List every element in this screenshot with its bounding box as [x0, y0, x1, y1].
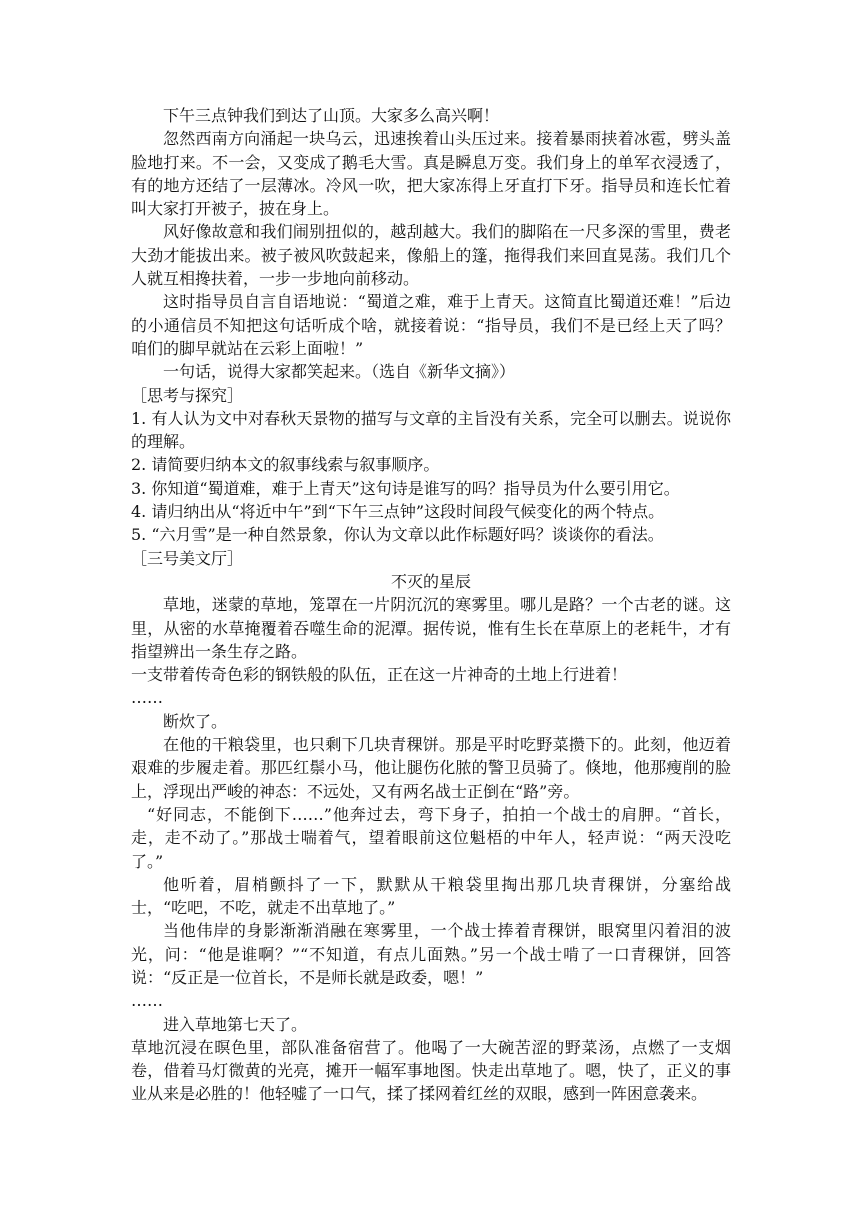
- paragraph: 当他伟岸的身影渐渐消融在寒雾里，一个战士捧着青稞饼，眼窝里闪着泪的波光，问：“他是谁啊？”“不知道，有点儿面熟。”另一个战士啃了一口青稞饼，回答说：“反正是一位首长，不是师长就是政委，嗯！”: [131, 921, 731, 987]
- paragraph: 风好像故意和我们闹别扭似的，越刮越大。我们的脚陷在一尺多深的雪里，费老大劲才能拔出来。被子被风吹鼓起来，像船上的篷，拖得我们来回直晃荡。我们几个人就互相搀扶着，一步一步地向前移动。: [131, 222, 731, 289]
- paragraph: “好同志，不能倒下……”他奔过去，弯下身子，拍拍一个战士的肩胛。“首长，走，走不动了。”那战士喘着气，望着眼前这位魁梧的中年人，轻声说：“两天没吃了。”: [131, 804, 731, 871]
- section-heading-essay: ［三号美文厅］: [131, 548, 244, 568]
- paragraph: 一句话，说得大家都笑起来。（选自《新华文摘》）: [163, 362, 516, 382]
- paragraph: 忽然西南方向涌起一块乌云，迅速挨着山头压过来。接着暴雨挟着冰雹，劈头盖脸地打来。不一会，又变成了鹅毛大雪。真是瞬息万变。我们身上的单军衣浸透了，有的地方还结了一层薄冰。冷风一吹，把大家冻得上牙直打下牙。指导员和连长忙着叫大家打开被子，披在身上。: [131, 129, 731, 219]
- paragraph: 草地沉浸在暝色里，部队准备宿营了。他喝了一大碗苦涩的野菜汤，点燃了一支烟卷，借着马灯微黄的光亮，摊开一幅军事地图。快走出草地了。嗯，快了，正义的事业从来是必胜的！他轻嘘了一口气，揉了揉网着红丝的双眼，感到一阵困意袭来。: [131, 1037, 731, 1104]
- paragraph: 在他的干粮袋里，也只剩下几块青稞饼。那是平时吃野菜攒下的。此刻，他迈着艰难的步履走着。那匹红鬃小马，他让腿伤化脓的警卫员骑了。倏地，他那瘦削的脸上，浮现出严峻的神态：不远处，又有两名战士正倒在“路”旁。: [131, 735, 731, 801]
- essay-title: 不灭的星辰: [390, 571, 471, 591]
- ellipsis-divider: ……: [131, 688, 163, 708]
- question-5: 5. “六月雪”是一种自然景象，你认为文章以此作标题好吗？谈谈你的看法。: [131, 525, 664, 545]
- paragraph: 下午三点钟我们到达了山顶。大家多么高兴啊！: [163, 106, 500, 125]
- paragraph: 这时指导员自言自语地说：“蜀道之难，难于上青天。这简直比蜀道还难！”后边的小通信员不知把这句话听成个啥，就接着说：“指导员，我们不是已经上天了吗？咱们的脚早就站在云彩上面啦！”: [131, 292, 731, 358]
- paragraph: 断炊了。: [163, 711, 228, 731]
- document-page: [131, 104, 731, 1106]
- paragraph: 一支带着传奇色彩的钢铁般的队伍，正在这一片神奇的土地上行进着！: [131, 665, 628, 685]
- paragraph: 进入草地第七天了。: [163, 1014, 308, 1034]
- paragraph: 他听着，眉梢颤抖了一下，默默从干粮袋里掏出那几块青稞饼，分塞给战士，“吃吧，不吃，就走不出草地了。”: [131, 874, 731, 918]
- question-1: 1. 有人认为文中对春秋天景物的描写与文章的主旨没有关系，完全可以删去。说说你的理解。: [131, 408, 731, 452]
- question-2: 2. 请简要归纳本文的叙事线索与叙事顺序。: [131, 455, 440, 475]
- section-heading-think: ［思考与探究］: [131, 385, 244, 405]
- paragraph: 草地，迷蒙的草地，笼罩在一片阴沉沉的寒雾里。哪儿是路？一个古老的谜。这里，从密的水草掩覆着吞噬生命的泥潭。据传说，惟有生长在草原上的老耗牛，才有指望辨出一条生存之路。: [131, 595, 731, 661]
- ellipsis-divider: ……: [131, 991, 163, 1011]
- question-3: 3. 你知道“蜀道难，难于上青天”这句诗是谁写的吗？指导员为什么要引用它。: [131, 478, 680, 498]
- question-4: 4. 请归纳出从“将近中午”到“下午三点钟”这段时间段气候变化的两个特点。: [131, 502, 665, 522]
